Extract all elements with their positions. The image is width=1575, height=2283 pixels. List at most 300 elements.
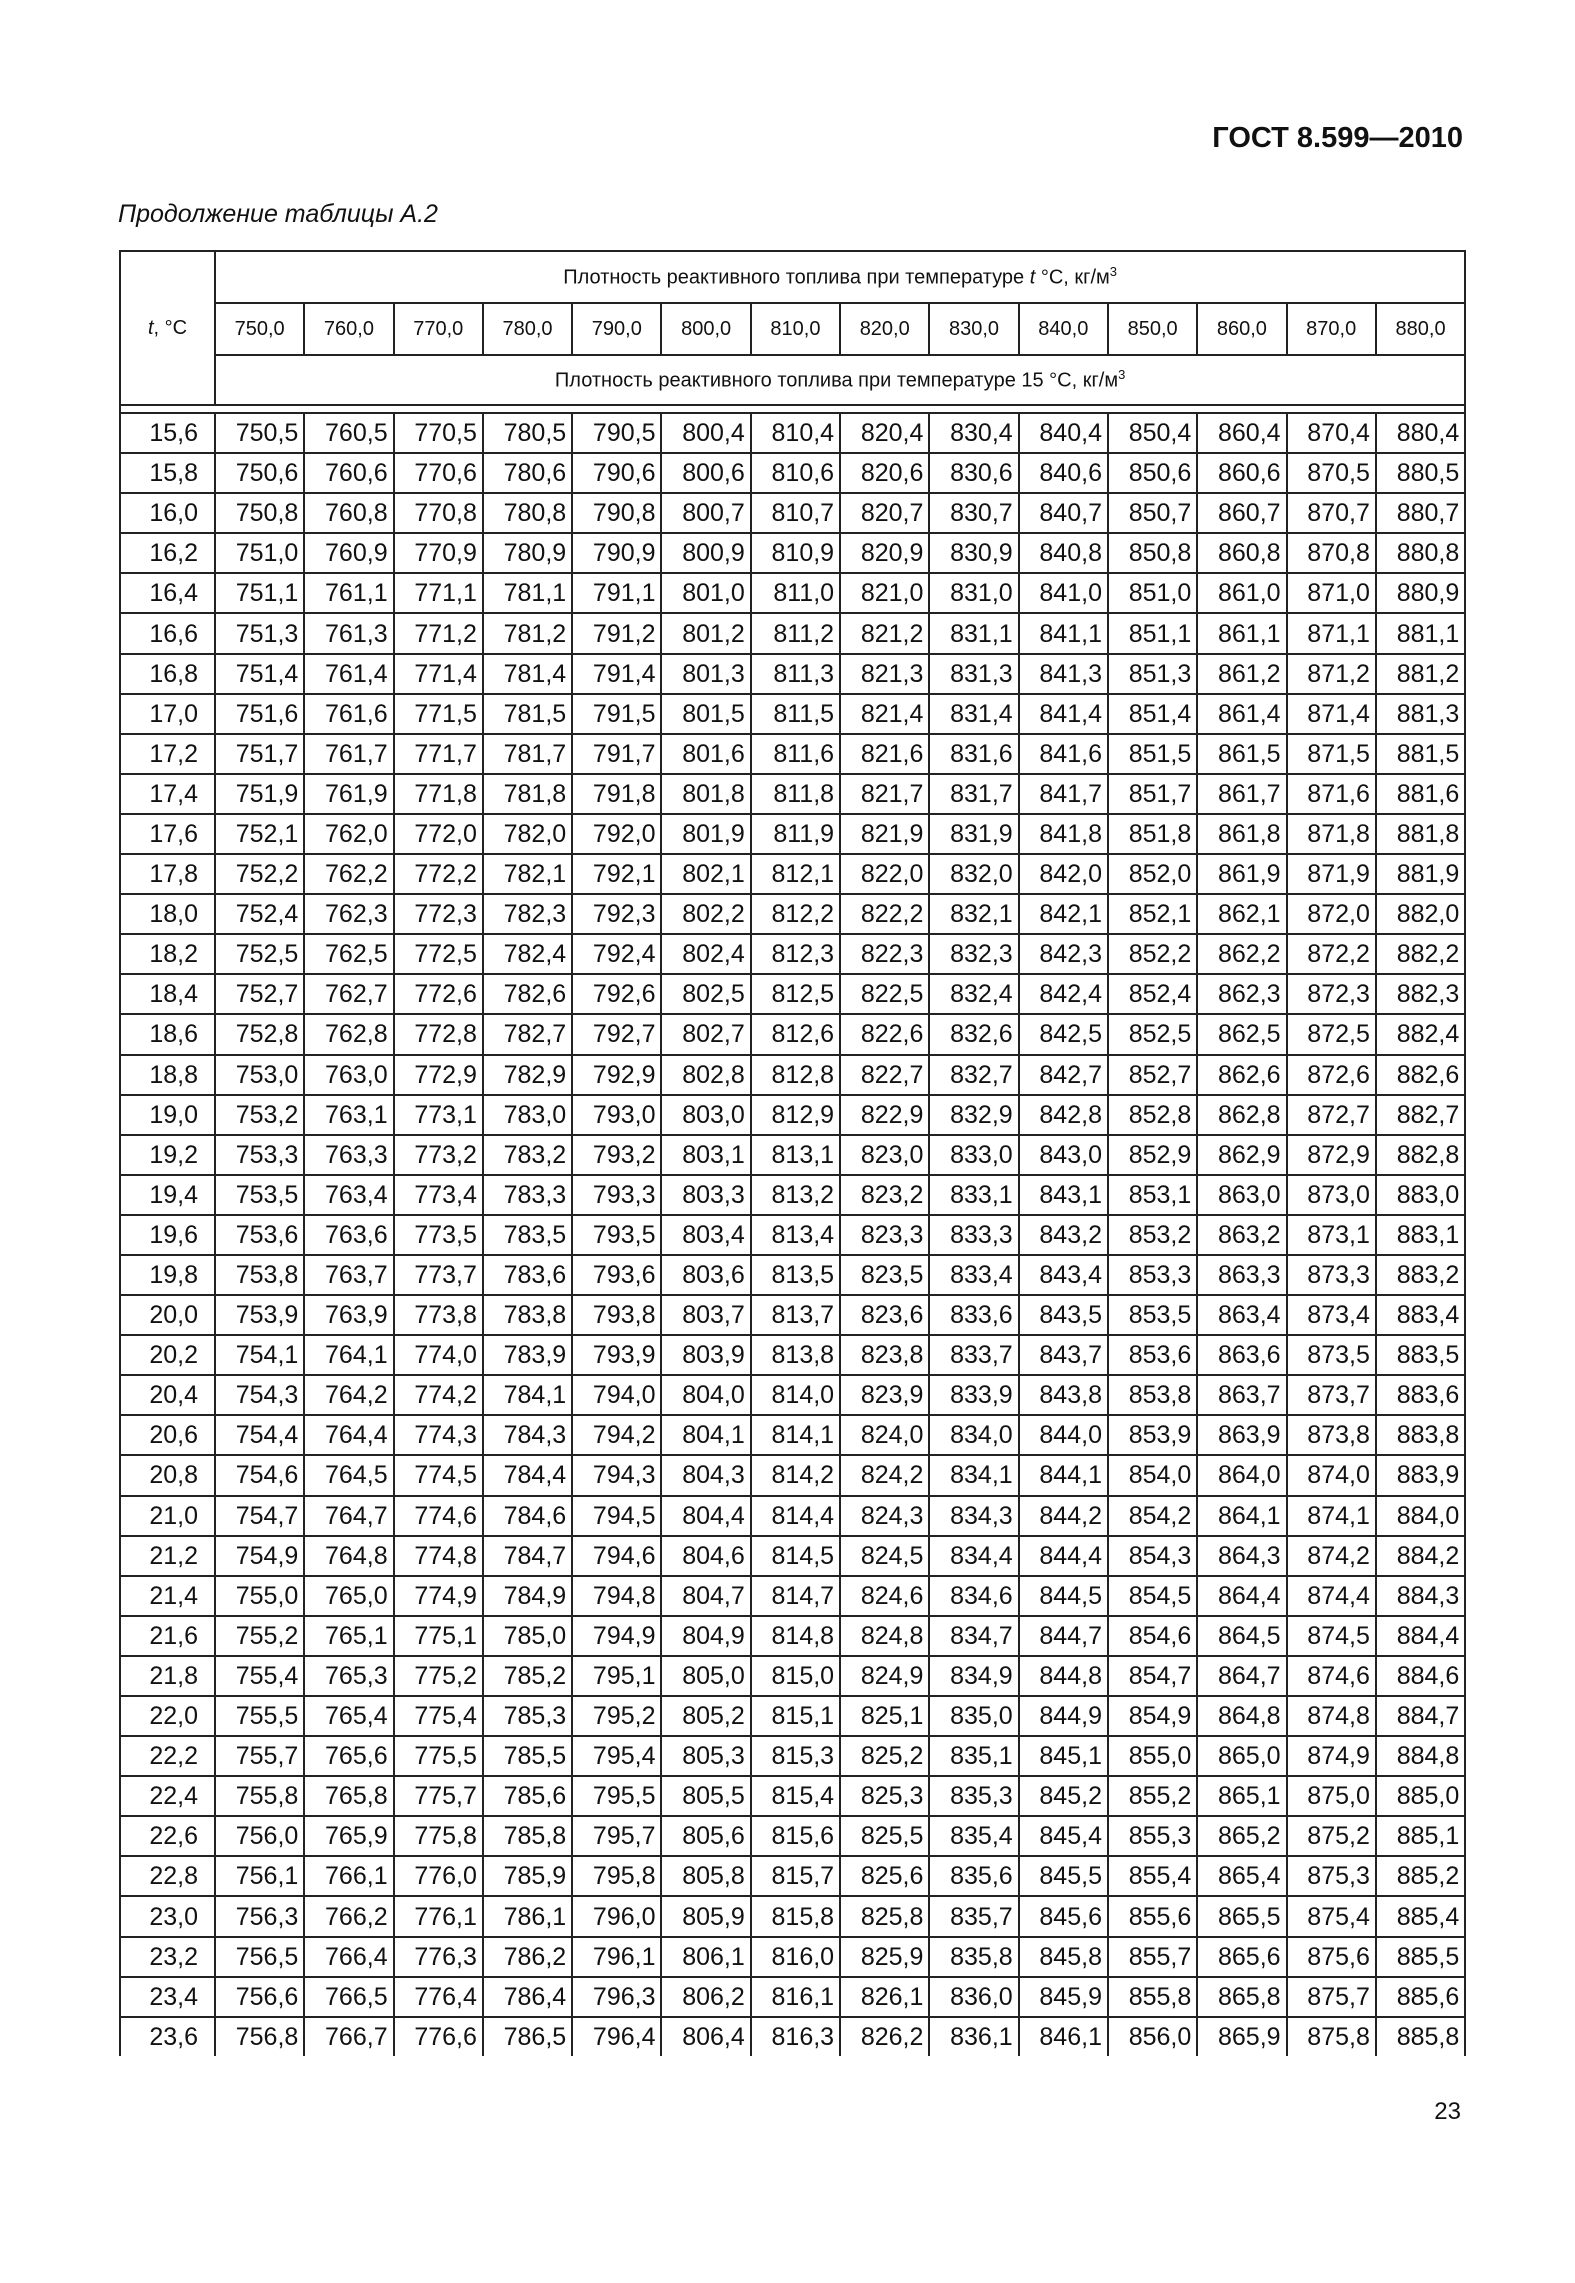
- density-cell: 883,2: [1376, 1255, 1465, 1295]
- density-cell: 792,6: [572, 974, 661, 1014]
- temperature-cell: 20,0: [120, 1295, 215, 1335]
- density-cell: 862,3: [1197, 974, 1286, 1014]
- density-cell: 771,7: [394, 734, 483, 774]
- density-cell: 841,7: [1019, 774, 1108, 814]
- temperature-cell: 23,2: [120, 1937, 215, 1977]
- density-cell: 804,6: [661, 1536, 750, 1576]
- temperature-cell: 21,6: [120, 1616, 215, 1656]
- density-cell: 832,4: [929, 974, 1018, 1014]
- density-cell: 832,9: [929, 1095, 1018, 1135]
- density-cell: 781,1: [483, 573, 572, 613]
- density-cell: 875,8: [1287, 2017, 1376, 2056]
- density-cell: 883,6: [1376, 1375, 1465, 1415]
- density-cell: 884,7: [1376, 1696, 1465, 1736]
- density-cell: 822,0: [840, 854, 929, 894]
- density-cell: 802,1: [661, 854, 750, 894]
- density-cell: 755,2: [215, 1616, 304, 1656]
- density-cell: 841,4: [1019, 694, 1108, 734]
- density-cell: 763,9: [304, 1295, 393, 1335]
- density-cell: 882,8: [1376, 1135, 1465, 1175]
- density-cell: 872,0: [1287, 894, 1376, 934]
- density-cell: 842,0: [1019, 854, 1108, 894]
- density-cell: 851,0: [1108, 573, 1197, 613]
- density-cell: 750,6: [215, 453, 304, 493]
- density-cell: 782,3: [483, 894, 572, 934]
- density-cell: 806,2: [661, 1977, 750, 2017]
- density-cell: 880,5: [1376, 453, 1465, 493]
- density-cell: 871,2: [1287, 654, 1376, 694]
- density-cell: 775,2: [394, 1656, 483, 1696]
- density-cell: 853,6: [1108, 1335, 1197, 1375]
- table-row: [120, 1896, 1465, 1936]
- density-cell: 755,0: [215, 1576, 304, 1616]
- density-cell: 855,7: [1108, 1937, 1197, 1977]
- density-cell: 850,4: [1108, 413, 1197, 453]
- density-cell: 781,8: [483, 774, 572, 814]
- density-cell: 862,2: [1197, 934, 1286, 974]
- density-cell: 793,0: [572, 1095, 661, 1135]
- density-cell: 756,6: [215, 1977, 304, 2017]
- density-cell: 870,7: [1287, 493, 1376, 533]
- density-cell: 791,7: [572, 734, 661, 774]
- density-cell: 831,4: [929, 694, 1018, 734]
- density-cell: 811,9: [751, 814, 840, 854]
- density-cell: 783,6: [483, 1255, 572, 1295]
- density-cell: 754,9: [215, 1536, 304, 1576]
- temperature-cell: 19,4: [120, 1175, 215, 1215]
- density-cell: 811,0: [751, 573, 840, 613]
- temperature-cell: 18,6: [120, 1014, 215, 1054]
- density-cell: 762,8: [304, 1014, 393, 1054]
- density-column-header: 750,0: [215, 303, 304, 355]
- density-cell: 832,6: [929, 1014, 1018, 1054]
- density-cell: 874,5: [1287, 1616, 1376, 1656]
- density-cell: 863,3: [1197, 1255, 1286, 1295]
- table-row: [120, 1977, 1465, 2017]
- temperature-cell: 17,2: [120, 734, 215, 774]
- density-cell: 751,9: [215, 774, 304, 814]
- density-cell: 864,5: [1197, 1616, 1286, 1656]
- density-cell: 816,3: [751, 2017, 840, 2056]
- density-cell: 785,2: [483, 1656, 572, 1696]
- density-cell: 881,8: [1376, 814, 1465, 854]
- density-cell: 814,2: [751, 1455, 840, 1495]
- temperature-cell: 15,8: [120, 453, 215, 493]
- density-cell: 860,6: [1197, 453, 1286, 493]
- density-cell: 773,4: [394, 1175, 483, 1215]
- density-cell: 781,5: [483, 694, 572, 734]
- density-cell: 840,8: [1019, 533, 1108, 573]
- temperature-cell: 18,4: [120, 974, 215, 1014]
- density-cell: 875,7: [1287, 1977, 1376, 2017]
- density-cell: 852,0: [1108, 854, 1197, 894]
- density-cell: 864,7: [1197, 1656, 1286, 1696]
- density-cell: 774,3: [394, 1415, 483, 1455]
- density-cell: 860,4: [1197, 413, 1286, 453]
- density-cell: 796,3: [572, 1977, 661, 2017]
- density-cell: 783,8: [483, 1295, 572, 1335]
- density-column-header: 880,0: [1376, 303, 1465, 355]
- density-cell: 865,0: [1197, 1736, 1286, 1776]
- table-row: [120, 1816, 1465, 1856]
- density-cell: 762,5: [304, 934, 393, 974]
- density-cell: 864,1: [1197, 1496, 1286, 1536]
- table-row: [120, 1616, 1465, 1656]
- density-cell: 754,3: [215, 1375, 304, 1415]
- density-cell: 814,1: [751, 1415, 840, 1455]
- density-cell: 785,9: [483, 1856, 572, 1896]
- density-cell: 873,8: [1287, 1415, 1376, 1455]
- density-cell: 842,7: [1019, 1055, 1108, 1095]
- density-cell: 756,3: [215, 1896, 304, 1936]
- density-cell: 851,7: [1108, 774, 1197, 814]
- density-cell: 833,0: [929, 1135, 1018, 1175]
- density-cell: 824,3: [840, 1496, 929, 1536]
- density-cell: 835,4: [929, 1816, 1018, 1856]
- density-cell: 850,6: [1108, 453, 1197, 493]
- density-cell: 814,4: [751, 1496, 840, 1536]
- density-cell: 754,1: [215, 1335, 304, 1375]
- density-cell: 814,0: [751, 1375, 840, 1415]
- density-cell: 784,3: [483, 1415, 572, 1455]
- density-cell: 825,6: [840, 1856, 929, 1896]
- density-cell: 855,8: [1108, 1977, 1197, 2017]
- density-cell: 791,2: [572, 613, 661, 653]
- density-cell: 861,9: [1197, 854, 1286, 894]
- temperature-cell: 19,6: [120, 1215, 215, 1255]
- density-cell: 774,5: [394, 1455, 483, 1495]
- table-row: [120, 1856, 1465, 1896]
- density-cell: 810,6: [751, 453, 840, 493]
- table-row: [120, 774, 1465, 814]
- density-cell: 771,8: [394, 774, 483, 814]
- density-cell: 790,9: [572, 533, 661, 573]
- density-cell: 822,9: [840, 1095, 929, 1135]
- density-cell: 790,5: [572, 413, 661, 453]
- density-cell: 871,8: [1287, 814, 1376, 854]
- density-cell: 773,1: [394, 1095, 483, 1135]
- density-cell: 832,7: [929, 1055, 1018, 1095]
- table-row: [120, 413, 1465, 453]
- table-row: [120, 1455, 1465, 1495]
- density-cell: 822,2: [840, 894, 929, 934]
- density-cell: 803,9: [661, 1335, 750, 1375]
- density-cell: 821,4: [840, 694, 929, 734]
- density-cell: 820,6: [840, 453, 929, 493]
- density-cell: 765,1: [304, 1616, 393, 1656]
- density-cell: 813,5: [751, 1255, 840, 1295]
- density-cell: 844,8: [1019, 1656, 1108, 1696]
- density-cell: 811,3: [751, 654, 840, 694]
- density-cell: 883,5: [1376, 1335, 1465, 1375]
- density-cell: 804,0: [661, 1375, 750, 1415]
- density-cell: 871,1: [1287, 613, 1376, 653]
- table-row: [120, 1215, 1465, 1255]
- density-cell: 843,4: [1019, 1255, 1108, 1295]
- density-cell: 834,3: [929, 1496, 1018, 1536]
- density-cell: 776,0: [394, 1856, 483, 1896]
- density-cell: 815,6: [751, 1816, 840, 1856]
- density-cell: 824,0: [840, 1415, 929, 1455]
- density-cell: 874,2: [1287, 1536, 1376, 1576]
- density-cell: 802,5: [661, 974, 750, 1014]
- density-cell: 755,7: [215, 1736, 304, 1776]
- density-cell: 802,7: [661, 1014, 750, 1054]
- density-cell: 841,1: [1019, 613, 1108, 653]
- density-cell: 862,5: [1197, 1014, 1286, 1054]
- density-cell: 856,0: [1108, 2017, 1197, 2056]
- document-standard-number: ГОСТ 8.599—2010: [1212, 122, 1463, 154]
- density-cell: 752,1: [215, 814, 304, 854]
- density-column-header: 860,0: [1197, 303, 1286, 355]
- density-cell: 884,8: [1376, 1736, 1465, 1776]
- density-cell: 831,7: [929, 774, 1018, 814]
- table-row: [120, 1536, 1465, 1576]
- density-cell: 806,4: [661, 2017, 750, 2056]
- density-column-header: 830,0: [929, 303, 1018, 355]
- density-cell: 883,8: [1376, 1415, 1465, 1455]
- density-cell: 800,7: [661, 493, 750, 533]
- density-cell: 766,2: [304, 1896, 393, 1936]
- density-cell: 854,0: [1108, 1455, 1197, 1495]
- density-cell: 800,9: [661, 533, 750, 573]
- density-cell: 852,8: [1108, 1095, 1197, 1135]
- density-column-header: 840,0: [1019, 303, 1108, 355]
- density-cell: 822,5: [840, 974, 929, 1014]
- density-cell: 752,7: [215, 974, 304, 1014]
- temperature-cell: 20,6: [120, 1415, 215, 1455]
- density-cell: 766,7: [304, 2017, 393, 2056]
- density-cell: 804,7: [661, 1576, 750, 1616]
- density-cell: 803,4: [661, 1215, 750, 1255]
- density-cell: 793,8: [572, 1295, 661, 1335]
- temperature-cell: 18,8: [120, 1055, 215, 1095]
- density-cell: 771,4: [394, 654, 483, 694]
- density-cell: 863,0: [1197, 1175, 1286, 1215]
- density-cell: 836,1: [929, 2017, 1018, 2056]
- density-cell: 774,0: [394, 1335, 483, 1375]
- density-cell: 793,5: [572, 1215, 661, 1255]
- density-cell: 884,3: [1376, 1576, 1465, 1616]
- density-cell: 751,4: [215, 654, 304, 694]
- density-cell: 803,3: [661, 1175, 750, 1215]
- density-cell: 825,1: [840, 1696, 929, 1736]
- temperature-cell: 21,0: [120, 1496, 215, 1536]
- density-cell: 786,1: [483, 1896, 572, 1936]
- density-cell: 756,1: [215, 1856, 304, 1896]
- density-cell: 824,2: [840, 1455, 929, 1495]
- density-cell: 811,8: [751, 774, 840, 814]
- density-cell: 800,6: [661, 453, 750, 493]
- density-cell: 821,9: [840, 814, 929, 854]
- density-cell: 795,7: [572, 1816, 661, 1856]
- temperature-cell: 19,8: [120, 1255, 215, 1295]
- density-cell: 751,0: [215, 533, 304, 573]
- density-cell: 752,2: [215, 854, 304, 894]
- temperature-cell: 22,8: [120, 1856, 215, 1896]
- density-cell: 794,9: [572, 1616, 661, 1656]
- density-cell: 855,3: [1108, 1816, 1197, 1856]
- density-cell: 834,0: [929, 1415, 1018, 1455]
- density-cell: 836,0: [929, 1977, 1018, 2017]
- temperature-cell: 20,8: [120, 1455, 215, 1495]
- density-cell: 764,4: [304, 1415, 393, 1455]
- table-row: [120, 1335, 1465, 1375]
- table-row: [120, 1295, 1465, 1335]
- table-row: [120, 814, 1465, 854]
- density-cell: 843,0: [1019, 1135, 1108, 1175]
- density-cell: 801,8: [661, 774, 750, 814]
- density-cell: 774,2: [394, 1375, 483, 1415]
- density-cell: 752,8: [215, 1014, 304, 1054]
- density-cell: 844,4: [1019, 1536, 1108, 1576]
- density-cell: 766,4: [304, 1937, 393, 1977]
- density-cell: 823,3: [840, 1215, 929, 1255]
- density-cell: 845,8: [1019, 1937, 1108, 1977]
- density-cell: 843,8: [1019, 1375, 1108, 1415]
- density-cell: 780,9: [483, 533, 572, 573]
- density-cell: 813,7: [751, 1295, 840, 1335]
- table-row: [120, 573, 1465, 613]
- density-cell: 852,2: [1108, 934, 1197, 974]
- density-cell: 844,9: [1019, 1696, 1108, 1736]
- temperature-cell: 16,4: [120, 573, 215, 613]
- temperature-cell: 22,6: [120, 1816, 215, 1856]
- density-cell: 761,1: [304, 573, 393, 613]
- table-row: [120, 974, 1465, 1014]
- density-cell: 851,3: [1108, 654, 1197, 694]
- density-cell: 875,4: [1287, 1896, 1376, 1936]
- table-row: [120, 1736, 1465, 1776]
- table-row: [120, 1135, 1465, 1175]
- density-cell: 750,8: [215, 493, 304, 533]
- density-cell: 785,0: [483, 1616, 572, 1656]
- density-cell: 833,4: [929, 1255, 1018, 1295]
- density-cell: 801,9: [661, 814, 750, 854]
- density-cell: 814,7: [751, 1576, 840, 1616]
- density-cell: 771,5: [394, 694, 483, 734]
- density-cell: 875,6: [1287, 1937, 1376, 1977]
- density-cell: 882,7: [1376, 1095, 1465, 1135]
- temperature-cell: 22,2: [120, 1736, 215, 1776]
- density-cell: 783,0: [483, 1095, 572, 1135]
- density-cell: 761,9: [304, 774, 393, 814]
- temperature-cell: 16,6: [120, 613, 215, 653]
- temperature-cell: 22,4: [120, 1776, 215, 1816]
- temperature-cell: 19,0: [120, 1095, 215, 1135]
- density-cell: 762,7: [304, 974, 393, 1014]
- temperature-cell: 17,6: [120, 814, 215, 854]
- density-cell: 761,4: [304, 654, 393, 694]
- density-cell: 885,6: [1376, 1977, 1465, 2017]
- density-cell: 772,3: [394, 894, 483, 934]
- density-cell: 765,6: [304, 1736, 393, 1776]
- density-cell: 862,1: [1197, 894, 1286, 934]
- density-cell: 852,5: [1108, 1014, 1197, 1054]
- density-cell: 880,7: [1376, 493, 1465, 533]
- temperature-column-header: t, °С: [120, 251, 215, 405]
- density-cell: 863,9: [1197, 1415, 1286, 1455]
- density-cell: 771,2: [394, 613, 483, 653]
- density-cell: 833,6: [929, 1295, 1018, 1335]
- density-cell: 854,9: [1108, 1696, 1197, 1736]
- density-cell: 782,6: [483, 974, 572, 1014]
- density-cell: 793,3: [572, 1175, 661, 1215]
- density-cell: 840,7: [1019, 493, 1108, 533]
- density-cell: 803,7: [661, 1295, 750, 1335]
- density-cell: 812,1: [751, 854, 840, 894]
- density-cell: 812,5: [751, 974, 840, 1014]
- density-cell: 824,5: [840, 1536, 929, 1576]
- temperature-cell: 23,4: [120, 1977, 215, 2017]
- density-cell: 881,9: [1376, 854, 1465, 894]
- density-cell: 834,1: [929, 1455, 1018, 1495]
- density-cell: 844,7: [1019, 1616, 1108, 1656]
- density-cell: 830,7: [929, 493, 1018, 533]
- density-cell: 865,2: [1197, 1816, 1286, 1856]
- density-cell: 855,4: [1108, 1856, 1197, 1896]
- density-cell: 841,0: [1019, 573, 1108, 613]
- density-cell: 845,4: [1019, 1816, 1108, 1856]
- density-cell: 833,9: [929, 1375, 1018, 1415]
- density-cell: 883,4: [1376, 1295, 1465, 1335]
- temperature-cell: 23,0: [120, 1896, 215, 1936]
- density-cell: 765,3: [304, 1656, 393, 1696]
- density-cell: 772,9: [394, 1055, 483, 1095]
- density-cell: 835,8: [929, 1937, 1018, 1977]
- temperature-cell: 21,2: [120, 1536, 215, 1576]
- density-cell: 853,9: [1108, 1415, 1197, 1455]
- temperature-cell: 20,4: [120, 1375, 215, 1415]
- density-cell: 852,7: [1108, 1055, 1197, 1095]
- table-row: [120, 1415, 1465, 1455]
- density-cell: 835,7: [929, 1896, 1018, 1936]
- density-cell: 801,6: [661, 734, 750, 774]
- density-cell: 880,4: [1376, 413, 1465, 453]
- density-cell: 784,4: [483, 1455, 572, 1495]
- density-cell: 853,5: [1108, 1295, 1197, 1335]
- density-cell: 834,6: [929, 1576, 1018, 1616]
- density-cell: 832,0: [929, 854, 1018, 894]
- density-cell: 825,8: [840, 1896, 929, 1936]
- density-cell: 814,5: [751, 1536, 840, 1576]
- density-cell: 882,2: [1376, 934, 1465, 974]
- density-cell: 764,2: [304, 1375, 393, 1415]
- density-cell: 830,4: [929, 413, 1018, 453]
- density-cell: 810,7: [751, 493, 840, 533]
- density-cell: 874,9: [1287, 1736, 1376, 1776]
- density-cell: 804,3: [661, 1455, 750, 1495]
- density-cell: 885,4: [1376, 1896, 1465, 1936]
- density-cell: 884,2: [1376, 1536, 1465, 1576]
- table-row: [120, 654, 1465, 694]
- density-cell: 862,9: [1197, 1135, 1286, 1175]
- density-cell: 875,3: [1287, 1856, 1376, 1896]
- density-cell: 782,4: [483, 934, 572, 974]
- density-cell: 753,8: [215, 1255, 304, 1295]
- density-cell: 756,8: [215, 2017, 304, 2056]
- page-number: 23: [1434, 2098, 1461, 2125]
- table-row: [120, 1014, 1465, 1054]
- density-cell: 780,5: [483, 413, 572, 453]
- density-cell: 822,7: [840, 1055, 929, 1095]
- table-row: [120, 493, 1465, 533]
- table-row: [120, 1375, 1465, 1415]
- density-cell: 782,9: [483, 1055, 572, 1095]
- temperature-cell: 16,2: [120, 533, 215, 573]
- density-cell: 834,9: [929, 1656, 1018, 1696]
- density-cell: 824,9: [840, 1656, 929, 1696]
